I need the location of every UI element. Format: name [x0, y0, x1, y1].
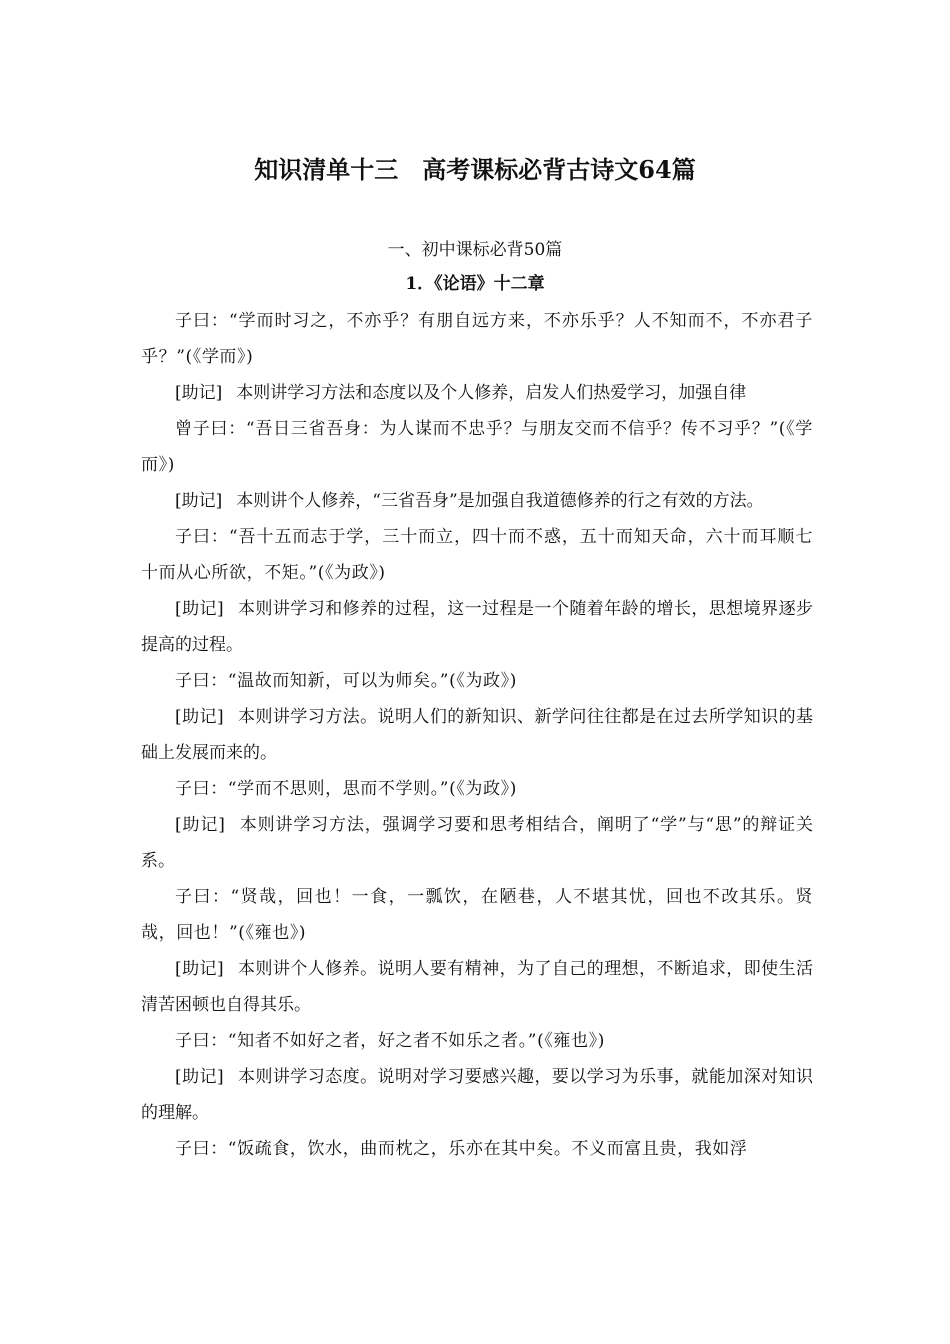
note-tag: [助记] — [175, 707, 224, 727]
document-title: 知识清单十三 高考课标必背古诗文64篇 — [254, 155, 696, 184]
note-paragraph — [141, 951, 813, 1023]
quote-text: 子曰：“贤哉，回也！一食，一瓢饮，在陋巷，人不堪其忧，回也不改其乐。贤哉，回也！”(《雍也》) — [141, 887, 813, 943]
quote-paragraph — [141, 303, 813, 375]
note-text: 本则讲学习态度。说明对学习要感兴趣，要以学习为乐事，就能加深对知识的理解。 — [141, 1067, 813, 1123]
note-tag: [助记] — [175, 599, 224, 619]
quote-text: 子曰：“学而不思则，思而不学则。”(《为政》) — [175, 779, 517, 799]
note-text: 本则讲学习和修养的过程，这一过程是一个随着年龄的增长，思想境界逐步提高的过程。 — [141, 599, 813, 655]
quote-paragraph — [141, 663, 813, 699]
section-heading: 一、初中课标必背50篇 — [387, 240, 563, 260]
quote-text: 子曰：“吾十五而志于学，三十而立，四十而不惑，五十而知天命，六十而耳顺七十而从心所欲，不矩。”(《为政》) — [141, 527, 813, 583]
note-paragraph — [141, 483, 813, 519]
note-text: 本则讲个人修养，“三省吾身”是加强自我道德修养的行之有效的方法。 — [236, 491, 764, 511]
note-tag: [助记] — [175, 959, 224, 979]
quote-text: 曾子曰：“吾日三省吾身：为人谋而不忠乎？与朋友交而不信乎？传不习乎？”(《学而》) — [141, 419, 813, 475]
note-paragraph — [141, 1059, 813, 1131]
quote-text: 子曰：“温故而知新，可以为师矣。”(《为政》) — [175, 671, 517, 691]
sub-heading: 1．《论语》十二章 — [405, 274, 545, 294]
body-text — [141, 303, 813, 1167]
quote-text: 子曰：“学而时习之，不亦乎？有朋自远方来，不亦乐乎？人不知而不，不亦君子乎？”(《学而》) — [141, 311, 813, 367]
note-paragraph — [141, 375, 813, 411]
quote-paragraph — [141, 1023, 813, 1059]
note-tag: [助记] — [175, 1067, 224, 1087]
quote-paragraph — [141, 879, 813, 951]
note-text: 本则讲个人修养。说明人要有精神，为了自己的理想，不断追求，即使生活清苦困顿也自得其乐。 — [141, 959, 813, 1015]
quote-text: 子曰：“饭疏食，饮水，曲而枕之，乐亦在其中矣。不义而富且贵，我如浮 — [175, 1139, 748, 1159]
note-text: 本则讲学习方法，强调学习要和思考相结合，阐明了“学”与“思”的辩证关系。 — [141, 815, 813, 871]
quote-text: 子曰：“知者不如好之者，好之者不如乐之者。”(《雍也》) — [175, 1031, 605, 1051]
quote-paragraph — [141, 1131, 813, 1167]
note-tag: [助记] — [175, 491, 223, 511]
quote-paragraph — [141, 411, 813, 483]
note-paragraph — [141, 699, 813, 771]
quote-paragraph — [141, 519, 813, 591]
note-paragraph — [141, 807, 813, 879]
note-tag: [助记] — [175, 815, 225, 835]
note-paragraph — [141, 591, 813, 663]
note-text: 本则讲学习方法。说明人们的新知识、新学问往往都是在过去所学知识的基础上发展而来的。 — [141, 707, 813, 763]
note-tag: [助记] — [175, 383, 223, 403]
note-text: 本则讲学习方法和态度以及个人修养，启发人们热爱学习，加强自律 — [236, 383, 747, 403]
quote-paragraph — [141, 771, 813, 807]
